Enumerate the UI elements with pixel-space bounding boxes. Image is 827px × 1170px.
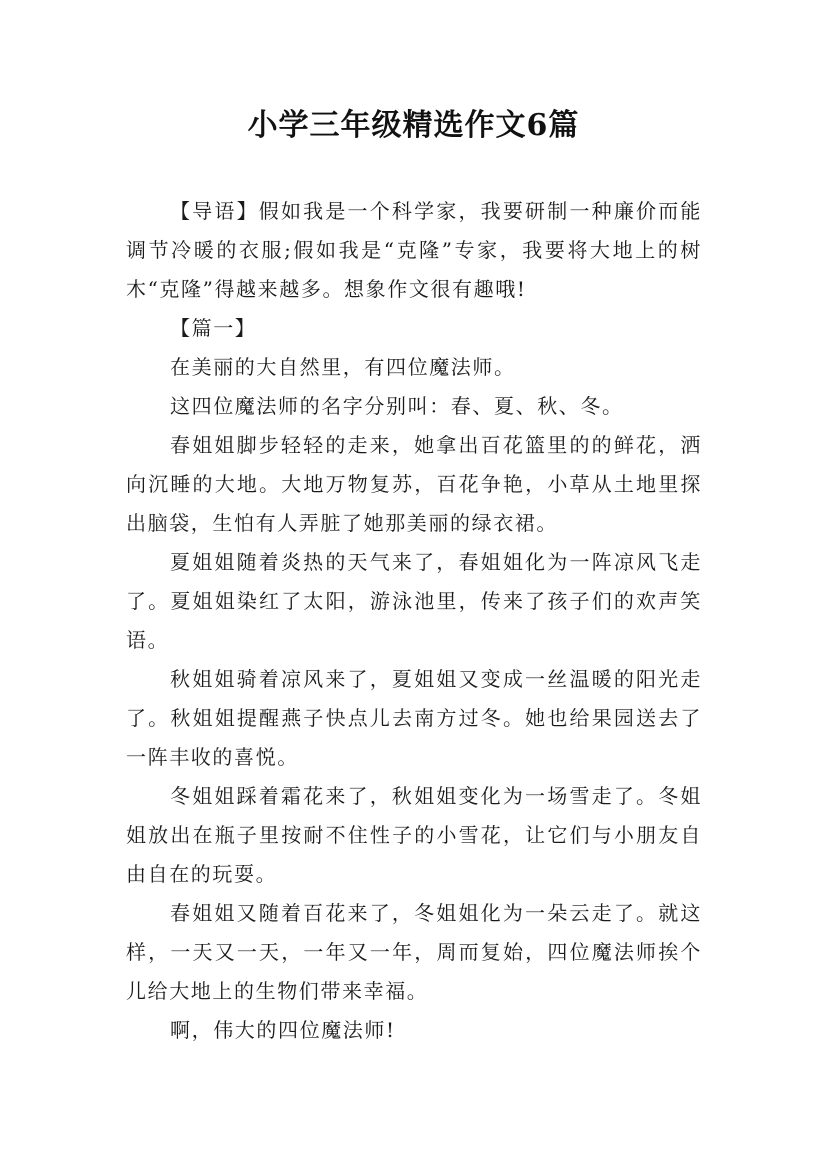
page-title: 小学三年级精选作文6篇 bbox=[247, 108, 580, 143]
body-paragraph: 冬姐姐踩着霜花来了，秋姐姐变化为一场雪走了。冬姐姐放出在瓶子里按耐不住性子的小雪花，让它们与小朋友自由自在的玩耍。 bbox=[126, 784, 702, 886]
body-paragraph: 这四位魔法师的名字分别叫：春、夏、秋、冬。 bbox=[170, 394, 624, 418]
body-paragraph: 春姐姐又随着百花来了，冬姐姐化为一朵云走了。就这样，一天又一天，一年又一年，周而复始，四位魔法师挨个儿给大地上的生物们带来幸福。 bbox=[126, 901, 702, 1003]
intro-paragraph: 【导语】假如我是一个科学家，我要研制一种廉价而能调节冷暖的衣服;假如我是“克隆”专家，我要将大地上的树木“克隆”得越来越多。想象作文很有趣哦! bbox=[126, 199, 702, 301]
article-body bbox=[126, 192, 702, 1050]
section-heading: 【篇一】 bbox=[170, 316, 257, 340]
body-paragraph: 春姐姐脚步轻轻的走来，她拿出百花篮里的的鲜花，洒向沉睡的大地。大地万物复苏，百花争艳，小草从土地里探出脑袋，生怕有人弄脏了她那美丽的绿衣裙。 bbox=[126, 433, 702, 535]
body-paragraph: 秋姐姐骑着凉风来了，夏姐姐又变成一丝温暖的阳光走了。秋姐姐提醒燕子快点儿去南方过冬。她也给果园送去了一阵丰收的喜悦。 bbox=[126, 667, 702, 769]
body-paragraph: 夏姐姐随着炎热的天气来了，春姐姐化为一阵凉风飞走了。夏姐姐染红了太阳，游泳池里，传来了孩子们的欢声笑语。 bbox=[126, 550, 702, 652]
body-paragraph: 在美丽的大自然里，有四位魔法师。 bbox=[170, 355, 516, 379]
closing-paragraph: 啊，伟大的四位魔法师! bbox=[170, 1018, 396, 1042]
